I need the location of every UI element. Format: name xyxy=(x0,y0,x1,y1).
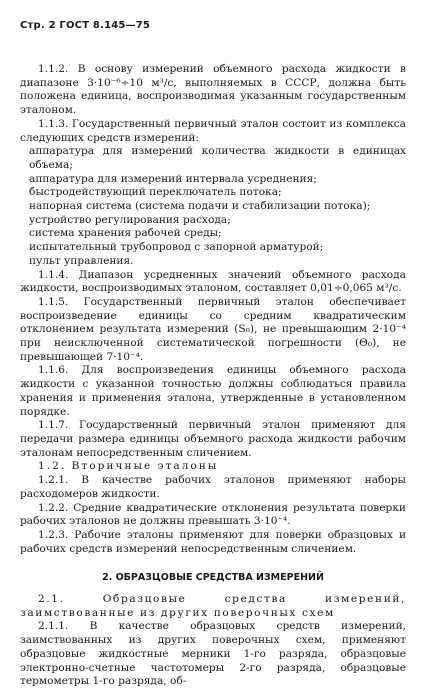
list-item: быстродействующий переключатель потока; xyxy=(29,186,282,199)
list-item: пульт управления. xyxy=(29,254,134,267)
subsection-1-2-heading: 1.2. Вторичные эталоны xyxy=(38,460,219,473)
paragraph-1-1-5: 1.1.5. Государственный первичный эталон обеспечивает воспроизведение единицы со средним квадратическим отклонением результата измерений (S₀), не превышающим 2·10⁻⁴ при неисключенной систематической погрешности (Θ₀), не превышающей 7·10⁻⁴. xyxy=(20,295,406,363)
paragraph-1-1-4: 1.1.4. Диапазон усредненных значений объемного расхода жидкости, воспроизводимых эталоном, составляет 0,01÷0,065 м³/с. xyxy=(20,268,406,295)
list-item: система хранения рабочей среды; xyxy=(29,227,222,240)
list-item: напорная система (система подачи и стабилизации потока); xyxy=(29,200,371,213)
paragraph-1-2-2: 1.2.2. Средние квадратические отклонения результата поверки рабочих эталонов не должны превышать 3·10⁻⁴. xyxy=(20,501,406,528)
list-item: устройство регулирования расхода; xyxy=(29,213,231,226)
document-body xyxy=(20,63,406,689)
subsection-2-1-heading: 2.1. Образцовые средства измерений, заимствованные из других поверочных схем xyxy=(20,593,406,619)
paragraph-1-1-6: 1.1.6. Для воспроизведения единицы объемного расхода жидкости с указанной точностью должны соблюдаться правила хранения и применения эталона, утвержденные в установленном порядке. xyxy=(20,364,406,418)
paragraph-1-1-7: 1.1.7. Государственный первичный эталон применяют для передачи размера единицы объемного расхода жидкости рабочим эталонам непосредственным сличением. xyxy=(20,419,406,459)
list-item: испытательный трубопровод с запорной арматурой; xyxy=(29,241,324,254)
paragraph-1-2-3: 1.2.3. Рабочие эталоны применяют для поверки образцовых и рабочих средств измерений непосредственным сличением. xyxy=(20,528,406,555)
page-header: Стр. 2 ГОСТ 8.145—75 xyxy=(20,20,151,31)
section-2-title: 2. ОБРАЗЦОВЫЕ СРЕДСТВА ИЗМЕРЕНИЙ xyxy=(102,572,324,584)
paragraph-2-1-1: 2.1.1. В качестве образцовых средств измерений, заимствованных из других поверочных схем, применяют образцовые жидкостные мерники 1-го разряда, образцовые электронно-счетные частотомеры 2-го разряда, образцовые термометры 1-го разряда, об- xyxy=(20,620,406,688)
list-item: аппаратура для измерений количества жидкости в единицах объема; xyxy=(29,145,406,171)
paragraph-1-2-1: 1.2.1. В качестве рабочих эталонов применяют наборы расходомеров жидкости. xyxy=(20,474,406,500)
components-list xyxy=(20,145,406,268)
list-item: аппаратура для измерений интервала усреднения; xyxy=(29,172,317,185)
paragraph-1-1-3: 1.1.3. Государственный первичный эталон состоит из комплекса следующих средств измерений: xyxy=(20,117,406,144)
paragraph-1-1-2: 1.1.2. В основу измерений объемного расхода жидкости в диапазоне 3·10⁻⁶÷10 м³/с, выполняемых в СССР, должна быть положена единица, воспроизводимая указанным государственным эталоном. xyxy=(20,63,406,117)
